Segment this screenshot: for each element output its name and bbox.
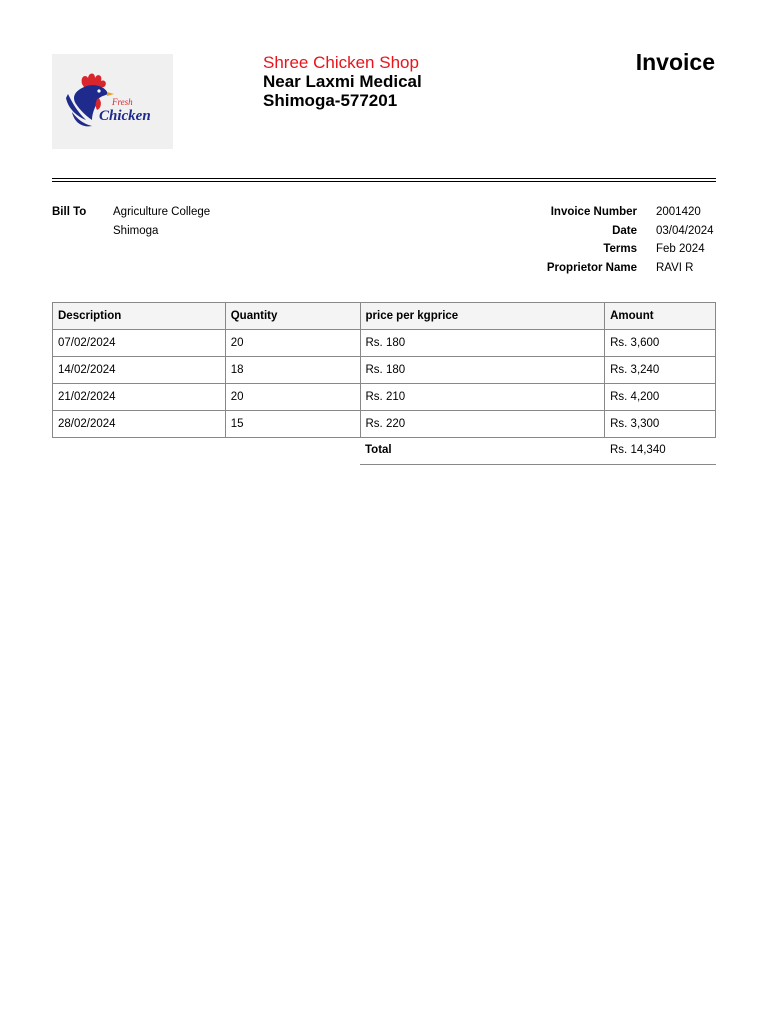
shop-address-line1: Near Laxmi Medical (263, 72, 422, 91)
terms-label: Terms (603, 243, 637, 255)
description-cell: 07/02/2024 (53, 330, 226, 357)
description-cell: 21/02/2024 (53, 384, 226, 411)
price-cell: Rs. 180 (360, 330, 605, 357)
table-row (53, 330, 716, 357)
table-header-row (53, 303, 716, 330)
price-cell: Rs. 210 (360, 384, 605, 411)
proprietor-name-label: Proprietor Name (546, 262, 637, 274)
header-divider-bottom (52, 181, 716, 182)
bill-to-line2: Shimoga (113, 225, 159, 237)
date-label: Date (612, 225, 637, 237)
quantity-cell: 15 (225, 411, 360, 438)
shop-address-line2: Shimoga-577201 (263, 91, 398, 110)
amount-cell: Rs. 3,240 (605, 357, 716, 384)
logo-fresh-text: Fresh (112, 97, 133, 107)
date-value: 03/04/2024 (656, 225, 714, 237)
rooster-logo-icon (52, 54, 173, 149)
total-label: Total (365, 444, 392, 456)
description-cell: 14/02/2024 (53, 357, 226, 384)
amount-cell: Rs. 3,600 (605, 330, 716, 357)
column-header-price: price per kgprice (360, 303, 605, 330)
amount-cell: Rs. 4,200 (605, 384, 716, 411)
total-underline (360, 464, 716, 465)
terms-value: Feb 2024 (656, 243, 705, 255)
shop-name: Shree Chicken Shop (263, 53, 419, 72)
table-row (53, 357, 716, 384)
price-cell: Rs. 220 (360, 411, 605, 438)
amount-cell: Rs. 3,300 (605, 411, 716, 438)
table-row (53, 411, 716, 438)
quantity-cell: 18 (225, 357, 360, 384)
price-cell: Rs. 180 (360, 357, 605, 384)
quantity-cell: 20 (225, 330, 360, 357)
bill-to-label: Bill To (52, 206, 87, 218)
table-row (53, 384, 716, 411)
invoice-items-table (52, 302, 716, 438)
shop-logo (52, 54, 173, 149)
invoice-number-value: 2001420 (656, 206, 701, 218)
description-cell: 28/02/2024 (53, 411, 226, 438)
logo-chicken-text: Chicken (99, 108, 151, 124)
header-divider-top (52, 178, 716, 179)
column-header-quantity: Quantity (225, 303, 360, 330)
column-header-amount: Amount (605, 303, 716, 330)
bill-to-line1: Agriculture College (113, 206, 211, 218)
total-value: Rs. 14,340 (610, 444, 666, 456)
invoice-number-label: Invoice Number (550, 206, 637, 218)
proprietor-name-value: RAVI R (656, 262, 694, 274)
column-header-description: Description (53, 303, 226, 330)
document-title: Invoice (635, 49, 715, 75)
quantity-cell: 20 (225, 384, 360, 411)
